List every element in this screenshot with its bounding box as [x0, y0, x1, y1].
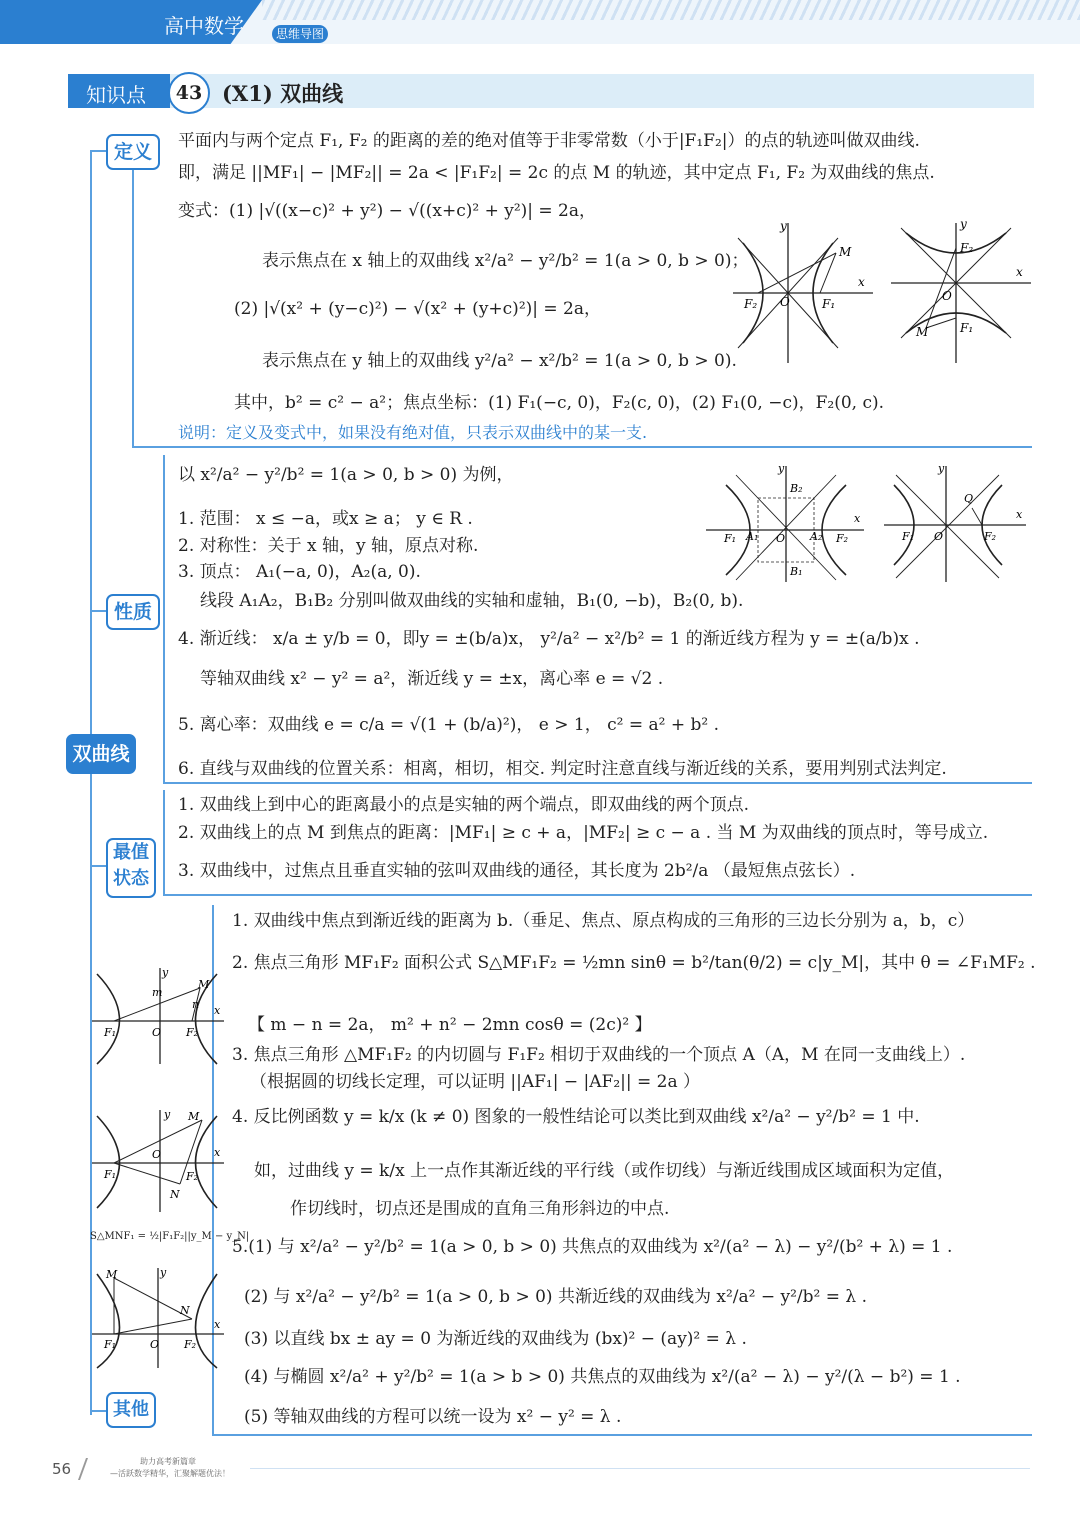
svg-text:y: y: [162, 966, 169, 979]
topic-title: (X1) 双曲线: [222, 81, 344, 106]
svg-text:x: x: [1016, 508, 1023, 521]
other-line-13: (5) 等轴双曲线的方程可以统一设为 x² − y² = λ .: [244, 1407, 622, 1427]
svg-text:y: y: [780, 219, 787, 233]
def-underline: [132, 446, 1032, 448]
svg-text:n: n: [192, 998, 200, 1011]
def-line-4: 表示焦点在 x 轴上的双曲线 x²/a² − y²/b² = 1(a > 0, b > 0)；: [262, 251, 749, 271]
svg-text:x: x: [1016, 265, 1023, 279]
figure-axes-rectangle: [706, 460, 866, 585]
svg-text:A₂: A₂: [810, 530, 823, 543]
best-bracket: [163, 790, 165, 895]
branch-definition: 定义: [106, 134, 160, 170]
svg-text:F₁: F₁: [104, 1338, 117, 1351]
prop-line-3: 2. 对称性：关于 x 轴，y 轴，原点对称.: [178, 536, 479, 556]
prop-line-2: 1. 范围： x ≤ −a，或x ≥ a； y ∈ R .: [178, 509, 473, 529]
svg-text:O: O: [152, 1026, 162, 1039]
other-line-5: （根据圆的切线长定理，可以证明 ||AF₁| − |AF₂|| = 2a ）: [250, 1072, 701, 1092]
svg-text:O: O: [152, 1148, 162, 1161]
prop-line-9: 6. 直线与双曲线的位置关系：相离，相切，相交. 判定时注意直线与渐近线的关系，要用判别式法判定.: [178, 759, 947, 779]
svg-text:O: O: [942, 289, 952, 303]
svg-text:y: y: [778, 462, 785, 475]
topic-bar: [68, 74, 1034, 108]
root-hyperbola: 双曲线: [66, 734, 136, 774]
svg-text:F₂: F₂: [186, 1170, 199, 1183]
best-line-1: 1. 双曲线上到中心的距离最小的点是实轴的两个端点，即双曲线的两个顶点.: [178, 795, 750, 815]
other-underline: [212, 1434, 1032, 1436]
figure-chord-triangle: [92, 1264, 227, 1370]
branch-extremes: 最值 状态: [106, 838, 156, 898]
footer-slogan-1: 助力高考新篇章: [140, 1457, 196, 1466]
svg-text:O: O: [934, 530, 944, 543]
prop-underline: [163, 782, 1032, 784]
mindmap-badge: 思维导图: [272, 25, 328, 43]
svg-text:A₁: A₁: [746, 530, 759, 543]
subject-title: 高中数学: [164, 14, 244, 38]
other-line-1: 1. 双曲线中焦点到渐近线的距离为 b.（垂足、焦点、原点构成的三角形的三边长分别为 a，b，c）: [232, 911, 975, 931]
svg-text:F₂: F₂: [184, 1338, 197, 1351]
footer-rule: [250, 1468, 1030, 1469]
svg-text:F₂: F₂: [984, 530, 997, 543]
svg-text:B₂: B₂: [790, 482, 803, 495]
def-line-7: 其中，b² = c² − a²；焦点坐标：(1) F₁(−c, 0)，F₂(c, 0)，(2) F₁(0, −c)，F₂(0, c).: [234, 393, 885, 413]
svg-text:B₁: B₁: [790, 565, 803, 578]
def-line-1: 平面内与两个定点 F₁, F₂ 的距离的差的绝对值等于非零常数（小于|F₁F₂|）的点的轨迹叫做双曲线.: [178, 131, 920, 151]
figure-asymptote-triangle: [884, 460, 1029, 585]
header-stripes: [262, 0, 1080, 20]
svg-text:F₂: F₂: [186, 1026, 199, 1039]
svg-text:F₁: F₁: [902, 530, 915, 543]
prop-line-1: 以 x²/a² − y²/b² = 1(a > 0, b > 0) 为例，: [178, 465, 514, 485]
svg-text:F₁: F₁: [960, 321, 974, 335]
other-line-7: 如，过曲线 y = k/x 上一点作其渐近线的平行线（或作切线）与渐近线围成区域面积为定值，: [254, 1161, 955, 1181]
prop-bracket: [163, 455, 165, 783]
prop-line-4: 3. 顶点： A₁(−a, 0)，A₂(a, 0).: [178, 562, 421, 582]
svg-text:x: x: [214, 1146, 221, 1159]
page-number: 56: [52, 1460, 72, 1478]
figure-x-axis-hyperbola: [728, 218, 878, 368]
branch-others: 其他: [106, 1392, 156, 1428]
other-line-12: (4) 与椭圆 x²/a² + y²/b² = 1(a > b > 0) 共焦点的双曲线为 x²/(a² − λ) − y²/(λ − b²) = 1 .: [244, 1367, 961, 1387]
svg-text:F₁: F₁: [724, 532, 737, 545]
svg-text:x: x: [214, 1318, 221, 1331]
topic-label: 知识点: [86, 83, 146, 107]
def-line-6: 表示焦点在 y 轴上的双曲线 y²/a² − x²/b² = 1(a > 0, b > 0).: [262, 351, 737, 371]
svg-text:F₁: F₁: [104, 1168, 117, 1181]
svg-text:y: y: [160, 1266, 167, 1279]
def-bracket: [132, 165, 134, 447]
topic-number: 43: [168, 72, 210, 114]
svg-text:F₁: F₁: [822, 297, 836, 311]
svg-text:x: x: [214, 1004, 221, 1017]
svg-text:N: N: [170, 1188, 180, 1201]
other-line-11: (3) 以直线 bx ± ay = 0 为渐近线的双曲线为 (bx)² − (ay)² = λ .: [244, 1329, 747, 1349]
other-line-6: 4. 反比例函数 y = k/x (k ≠ 0) 图象的一般性结论可以类比到双曲线 x²/a² − y²/b² = 1 中.: [232, 1107, 920, 1127]
def-line-3: 变式：(1) |√((x−c)² + y²) − √((x+c)² + y²)| = 2a，: [178, 201, 596, 221]
area-formula-caption: S△MNF₁ = ½|F₁F₂||y_M − y_N|: [90, 1231, 250, 1242]
svg-text:M: M: [188, 1110, 200, 1123]
other-line-8: 作切线时，切点还是围成的直角三角形斜边的中点.: [290, 1199, 670, 1219]
footer-divider: [78, 1458, 88, 1480]
def-line-5: (2) |√(x² + (y−c)²) − √(x² + (y+c)²)| = 2a，: [234, 299, 601, 319]
figure-focal-triangle: [92, 966, 227, 1066]
other-line-9: 5.(1) 与 x²/a² − y²/b² = 1(a > 0, b > 0) 共焦点的双曲线为 x²/(a² − λ) − y²/(b² + λ) = 1 .: [232, 1237, 953, 1257]
branch-properties: 性质: [106, 594, 160, 630]
svg-text:O: O: [776, 532, 786, 545]
svg-text:M: M: [106, 1268, 118, 1281]
footer-slogan-2: —活跃数学精华，汇聚解题优法！: [110, 1469, 230, 1478]
svg-text:M: M: [198, 978, 210, 991]
svg-text:N: N: [180, 1304, 190, 1317]
svg-text:O: O: [780, 295, 790, 309]
prop-line-8: 5. 离心率：双曲线 e = c/a = √(1 + (b/a)²)， e > 1， c² = a² + b² .: [178, 715, 719, 735]
svg-text:x: x: [854, 512, 861, 525]
svg-text:y: y: [938, 462, 945, 475]
best-line-2: 2. 双曲线上的点 M 到焦点的距离：|MF₁| ≥ c + a，|MF₂| ≥ c − a . 当 M 为双曲线的顶点时，等号成立.: [178, 823, 989, 843]
other-line-3: 【 m − n = 2a， m² + n² − 2mn cosθ = (2c)² 】: [248, 1015, 652, 1035]
svg-text:M: M: [916, 325, 929, 339]
other-line-2: 2. 焦点三角形 MF₁F₂ 面积公式 S△MF₁F₂ = ½mn sinθ = b²/tan(θ/2) = c|y_M|，其中 θ = ∠F₁MF₂ .: [232, 953, 1036, 973]
svg-text:y: y: [960, 218, 967, 231]
prop-line-5: 线段 A₁A₂，B₁B₂ 分别叫做双曲线的实轴和虚轴，B₁(0, −b)，B₂(0, b).: [200, 591, 744, 611]
def-note: 说明：定义及变式中，如果没有绝对值，只表示双曲线中的某一支.: [178, 423, 648, 442]
svg-text:F₂: F₂: [960, 241, 974, 255]
svg-text:Q: Q: [964, 492, 974, 505]
figure-y-axis-hyperbola: [886, 218, 1036, 368]
svg-text:F₂: F₂: [744, 297, 758, 311]
def-line-2: 即，满足 ||MF₁| − |MF₂|| = 2a < |F₁F₂| = 2c 的点 M 的轨迹，其中定点 F₁, F₂ 为双曲线的焦点.: [178, 163, 935, 183]
prop-line-6: 4. 渐近线： x/a ± y/b = 0，即y = ±(b/a)x， y²/a² − x²/b² = 1 的渐近线方程为 y = ±(a/b)x .: [178, 629, 920, 649]
svg-text:O: O: [150, 1338, 160, 1351]
other-line-4: 3. 焦点三角形 △MF₁F₂ 的内切圆与 F₁F₂ 相切于双曲线的一个顶点 A（A，M 在同一支曲线上）.: [232, 1045, 966, 1065]
svg-text:F₂: F₂: [836, 532, 849, 545]
svg-text:M: M: [839, 245, 852, 259]
best-line-3: 3. 双曲线中，过焦点且垂直实轴的弦叫双曲线的通径，其长度为 2b²/a （最短焦点弦长）.: [178, 861, 856, 881]
prop-line-7: 等轴双曲线 x² − y² = a²，渐近线 y = ±x，离心率 e = √2 .: [200, 669, 664, 689]
svg-text:y: y: [164, 1108, 171, 1121]
svg-text:x: x: [858, 275, 865, 289]
svg-text:m: m: [152, 986, 163, 999]
other-line-10: (2) 与 x²/a² − y²/b² = 1(a > 0, b > 0) 共渐近线的双曲线为 x²/a² − y²/b² = λ .: [244, 1287, 867, 1307]
svg-text:F₁: F₁: [104, 1026, 117, 1039]
best-underline: [163, 894, 1032, 896]
figure-mnf-triangle: [92, 1108, 227, 1214]
